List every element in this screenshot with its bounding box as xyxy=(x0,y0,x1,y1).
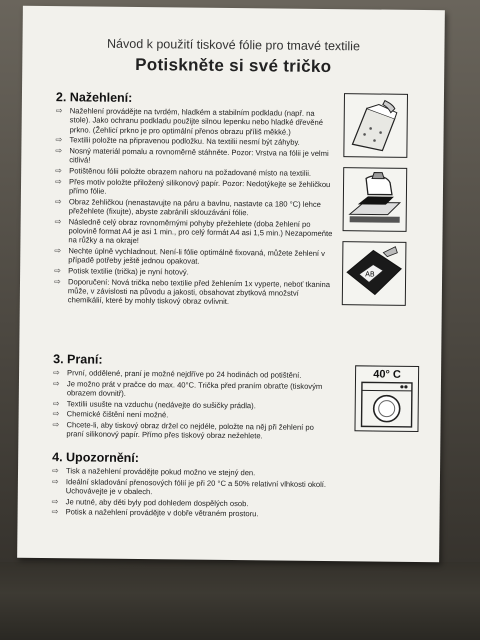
sheet-title: Potiskněte si své tričko xyxy=(135,54,332,77)
list-item: ⇨ Je nutné, aby děti byly pod dohledem dospělých osob. xyxy=(51,496,249,508)
iron-press-icon xyxy=(343,167,408,232)
arrow-icon: ⇨ xyxy=(54,216,62,226)
list-item: ⇨ Obraz žehličkou (nenastavujte na páru a bavlnu, nastavte ca 180 °C) lehce přežehlete (fixujte), abyste zabránili sklouzávání fólie. xyxy=(54,196,321,218)
washing-machine-icon xyxy=(354,365,419,432)
arrow-icon: ⇨ xyxy=(51,496,59,506)
foil-sheet-icon xyxy=(342,241,407,306)
section-title: 3. Praní: xyxy=(53,352,103,367)
arrow-icon: ⇨ xyxy=(55,135,63,145)
arrow-icon: ⇨ xyxy=(52,398,60,408)
arrow-icon: ⇨ xyxy=(53,368,60,378)
list-item: ⇨ Textilii položte na připravenou podložku. Na textilii nesmí být záhyby. xyxy=(55,135,300,148)
list-item: ⇨ Tisk a nažehlení provádějte pokud možno ve stejný den. xyxy=(51,466,256,478)
arrow-icon: ⇨ xyxy=(54,246,62,256)
arrow-icon: ⇨ xyxy=(55,106,63,116)
list-item: ⇨ Chemické čištění není možné. xyxy=(52,409,169,420)
section-ironing xyxy=(54,90,336,309)
section-warnings xyxy=(52,450,333,521)
list-item: ⇨ Nosný materiál pomalu a rovnoměrně stáhněte. Pozor: Vrstva na fólii je velmi citlivá! xyxy=(55,146,329,165)
arrow-icon: ⇨ xyxy=(52,419,60,429)
list-item: ⇨ Potisk a nažehlení provádějte v dobře větraném prostoru. xyxy=(51,507,259,519)
list-item: ⇨ Textilii usušte na vzduchu (nedávejte do sušičky prádla). xyxy=(52,398,256,410)
list-item: ⇨ Přes motiv položte přiložený silikonový papír. Pozor: Nedotýkejte se žehličkou přímo fólie. xyxy=(55,176,331,196)
list-item: ⇨ Ideální skladování přenosových fólií je při 20 °C a 50% relativní vlhkosti okolí. Uchovávejte je v obalech. xyxy=(51,476,327,497)
arrow-icon: ⇨ xyxy=(53,276,61,286)
list-item: ⇨ Potisk textilie (trička) je nyní hotový. xyxy=(54,266,189,277)
list-item: ⇨ Následně celý obraz rovnoměrnými pohyby přežehlete (doba žehlení po polovině format A4 je asi 1 min., pro celý formát A4 asi 1,5 min.) Nezapomeňte na růžky a na okraje! xyxy=(54,216,333,246)
list-item: ⇨ Nechte úplně vychladnout. Není-li fólie optimálně fixovaná, můžete žehlení v případě potřeby ještě jednou opakovat. xyxy=(54,246,326,267)
arrow-icon: ⇨ xyxy=(52,409,60,419)
list-item: ⇨ Chcete-li, aby tiskový obraz držel co nejdéle, položte na něj při žehlení po praní silikonový papír. Přímo přes tiskový obraz nežehlete. xyxy=(52,419,314,441)
sheet-subtitle: Návod k použití tiskové fólie pro tmavé textilie xyxy=(106,36,361,54)
table-edge xyxy=(0,562,480,640)
arrow-icon: ⇨ xyxy=(51,476,59,486)
svg-text:AB: AB xyxy=(365,270,375,279)
arrow-icon: ⇨ xyxy=(54,196,62,206)
arrow-icon: ⇨ xyxy=(51,507,59,517)
list-item: ⇨ První, oddělené, praní je možné nejdříve po 24 hodinách od potištění. xyxy=(53,368,302,380)
arrow-icon: ⇨ xyxy=(52,378,60,388)
list-item: ⇨ Nažehlení provádějte na tvrdém, hladkém a stabilním podkladu (např. na stole). Jako ochranu podkladu použijte silnou lepenku nebo hladké dřevěné prkno. (Žehlicí prkno je pro optimální přenos obrazu příliš měkké.) xyxy=(55,106,324,137)
section-washing xyxy=(52,352,333,443)
list-item: ⇨ Potištěnou fólii položte obrazem nahoru na požadované místo na textilii. xyxy=(55,166,312,178)
instruction-sheet xyxy=(17,6,445,562)
list-item: ⇨ Doporučení: Nová trička nebo textilie před žehlením 1x vyperte, neboť tkanina může, v závislosti na původu a jakosti, obsahovat zbytková množství chemikálií, které by mohly tiskový obraz ovlivnit. xyxy=(53,276,331,307)
arrow-icon: ⇨ xyxy=(55,166,62,176)
arrow-icon: ⇨ xyxy=(55,146,63,156)
peel-foil-icon xyxy=(343,93,408,158)
arrow-icon: ⇨ xyxy=(54,266,61,276)
section-title: 2. Nažehlení: xyxy=(55,90,133,105)
section-title: 4. Upozornění: xyxy=(52,450,140,466)
arrow-icon: ⇨ xyxy=(51,466,59,476)
list-item: ⇨ Je možno prát v pračce do max. 40°C. Trička před praním obraťte (tiskovým obrazem dovnitř). xyxy=(52,378,323,398)
wash-temperature-label: 40° C xyxy=(373,368,401,381)
arrow-icon: ⇨ xyxy=(55,176,62,186)
